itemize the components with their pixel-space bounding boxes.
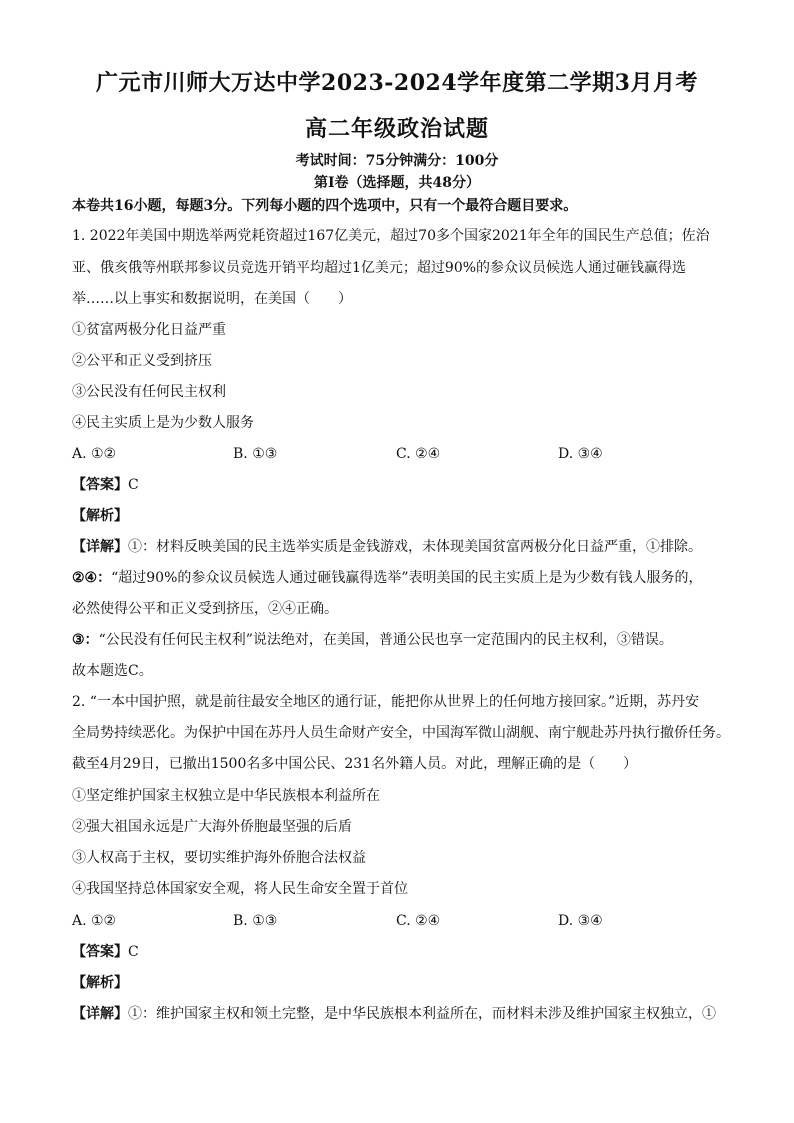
q2-answer: [72, 942, 139, 962]
q2-stem-line3: 截至4月29日，已撤出1500名多中国公民、231名外籍人员。对此，理解正确的是（ ）: [72, 756, 638, 772]
q1-detail-line3: 必然使得公平和正义受到挤压，②④正确。: [72, 601, 338, 617]
q1-detail-prefix2: ②④：: [72, 570, 112, 586]
q1-analysis-tag: 【解析】: [72, 508, 128, 524]
q1-conclusion: 故本题选C。: [72, 663, 153, 679]
q2-item-2: ②强大祖国永远是广大海外侨胞最坚强的后盾: [72, 819, 352, 835]
q1-detail-line2: [72, 568, 703, 588]
q2-option-a: A. ①②: [72, 913, 117, 929]
q1-answer-value: C: [128, 477, 139, 493]
q2-answer-value: C: [128, 944, 139, 960]
q2-detail-tag: 【详解】: [72, 1006, 128, 1022]
q2-option-b: B. ①③: [233, 913, 278, 929]
q2-option-c: C. ②④: [396, 913, 441, 929]
q2-item-1: ①坚定维护国家主权独立是中华民族根本利益所在: [72, 788, 380, 804]
q1-option-d: D. ③④: [558, 446, 603, 462]
q1-item-3: ③公民没有任何民主权利: [72, 384, 226, 400]
q2-stem-line2: 全局势持续恶化。为保护中国在苏丹人员生命财产安全，中国海军微山湖舰、南宁舰赴苏丹执行撤侨任务。: [72, 725, 730, 741]
q1-item-4: ④民主实质上是为少数人服务: [72, 415, 254, 431]
q1-detail-text2: “超过90%的参众议员候选人通过砸钱赢得选举”表明美国的民主实质上是为少数有钱人服务的，: [111, 570, 703, 586]
q2-stem-line1: 2. “一本中国护照，就是前往最安全地区的通行证，能把你从世界上的任何地方接回家。”近期，苏丹安: [72, 694, 700, 710]
q1-option-a: A. ①②: [72, 446, 117, 462]
instruction: 本卷共16小题，每题3分。下列每小题的四个选项中，只有一个最符合题目要求。: [72, 198, 578, 214]
q2-item-3: ③人权高于主权，要切实维护海外侨胞合法权益: [72, 850, 366, 866]
q2-option-d: D. ③④: [558, 913, 603, 929]
q1-detail-text4: “公民没有任何民主权利”说法绝对，在美国，普通公民也享一定范围内的民主权利，③错误。: [98, 632, 673, 648]
exam-title: 广元市川师大万达中学2023-2024学年度第二学期3月月考: [96, 70, 698, 96]
q1-item-2: ②公平和正义受到挤压: [72, 353, 212, 369]
q1-detail-tag: 【详解】: [72, 539, 128, 555]
q1-detail-line1: [72, 537, 702, 557]
q2-analysis: [72, 973, 128, 993]
q1-item-1: ①贫富两极分化日益严重: [72, 322, 226, 338]
q2-item-4: ④我国坚持总体国家安全观，将人民生命安全置于首位: [72, 881, 408, 897]
q2-answer-tag: 【答案】: [72, 944, 128, 960]
q1-analysis: [72, 506, 128, 526]
q1-stem-line2: 亚、俄亥俄等州联邦参议员竞选开销平均超过1亿美元；超过90%的参众议员候选人通过砸钱赢得选: [72, 260, 687, 276]
q1-answer: [72, 475, 139, 495]
exam-info: 考试时间：75分钟满分：100分: [295, 153, 499, 169]
q1-detail-line4: [72, 630, 673, 650]
q1-option-b: B. ①③: [233, 446, 278, 462]
section-heading: 第Ⅰ卷（选择题，共48分）: [313, 175, 481, 191]
q2-detail-text1: ①：维护国家主权和领土完整，是中华民族根本利益所在，而材料未涉及维护国家主权独立，①: [128, 1006, 716, 1022]
q1-detail-text1: ①：材料反映美国的民主选举实质是金钱游戏，未体现美国贫富两极分化日益严重，①排除。: [128, 539, 702, 555]
q2-detail-line1: [72, 1004, 716, 1024]
q1-option-c: C. ②④: [396, 446, 441, 462]
q1-detail-prefix4: ③：: [72, 632, 99, 648]
q1-stem-line1: 1. 2022年美国中期选举两党耗资超过167亿美元，超过70多个国家2021年全年的国民生产总值；佐治: [72, 228, 710, 244]
q2-analysis-tag: 【解析】: [72, 975, 128, 991]
q1-stem-line3: 举……以上事实和数据说明，在美国（ ）: [72, 291, 352, 307]
exam-subtitle: 高二年级政治试题: [304, 116, 489, 142]
q1-answer-tag: 【答案】: [72, 477, 128, 493]
